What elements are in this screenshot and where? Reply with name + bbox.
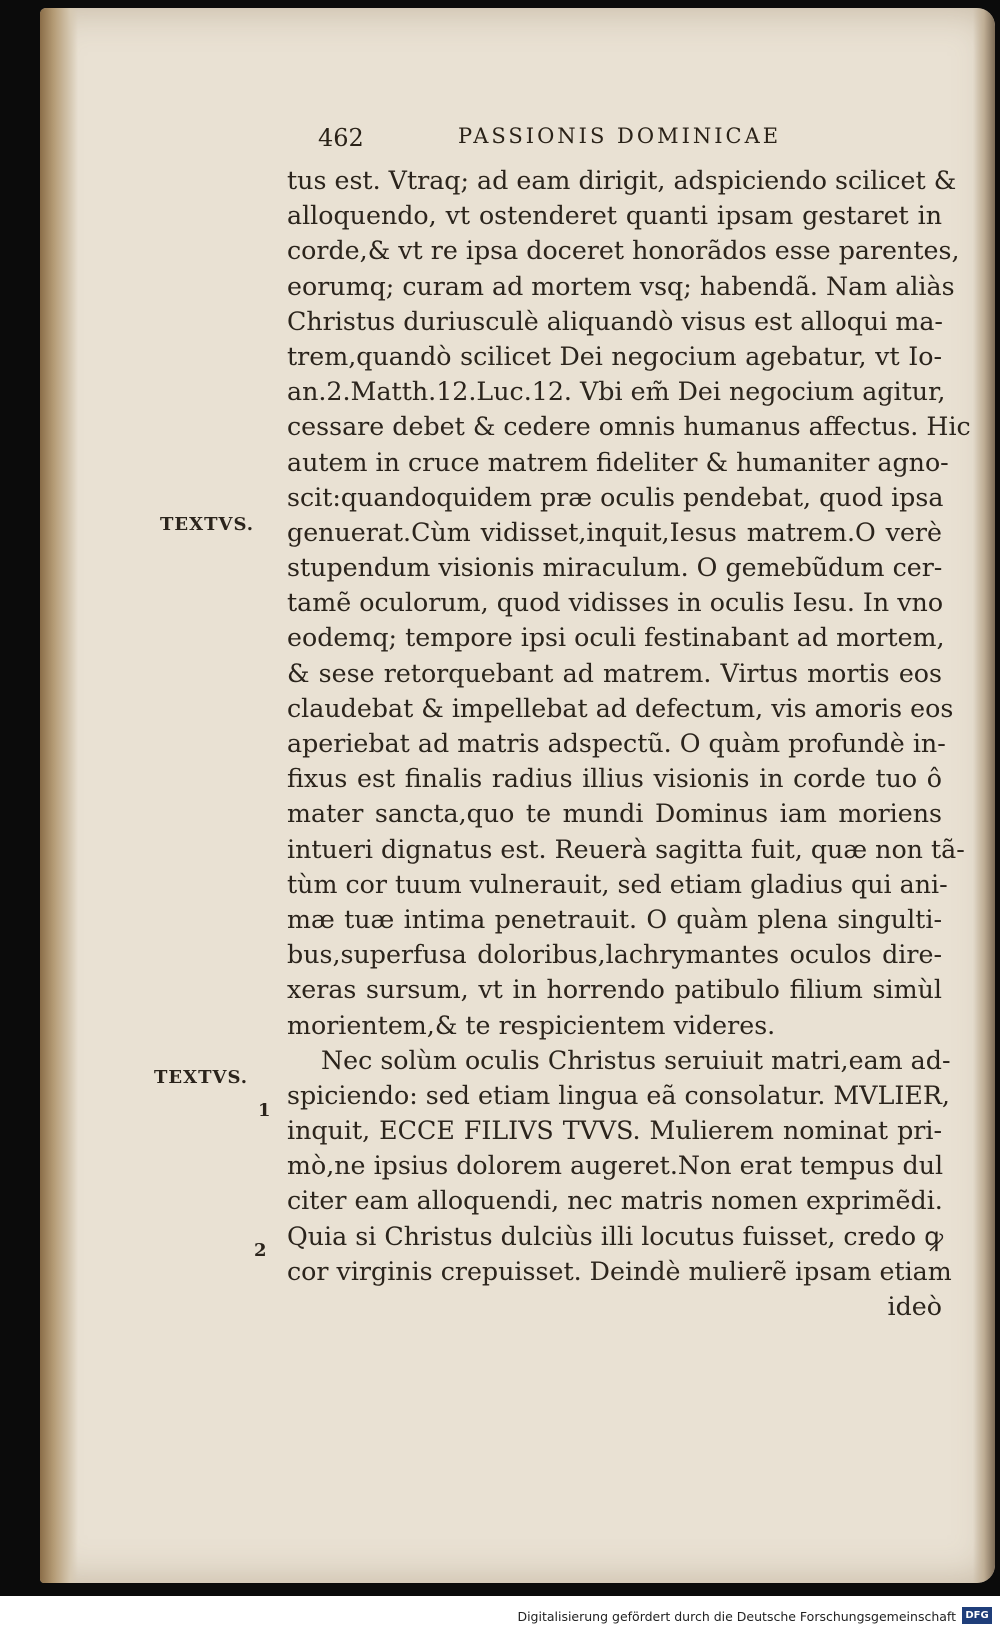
text-line: alloquendo, vt ostenderet quanti ipsam gestaret in <box>287 201 942 231</box>
page-number: 462 <box>318 124 364 152</box>
catchword: ideò <box>887 1292 942 1321</box>
text-line: claudebat & impellebat ad defectum, vis amoris eos <box>287 693 954 723</box>
text-line: intueri dignatus est. Reuerà sagitta fuit, quæ non tã- <box>287 834 965 864</box>
text-line: cessare debet & cedere omnis humanus affectus. Hic <box>287 412 971 442</box>
text-line: cor virginis crepuisset. Deindè mulierẽ ipsam etiam <box>287 1256 952 1286</box>
text-line: citer eam alloquendi, nec matris nomen exprimẽdi. <box>287 1186 943 1216</box>
text-line: mò,ne ipsius dolorem augeret.Non erat tempus dul <box>287 1151 944 1181</box>
text-line: morientem,& te respicientem videres. <box>287 1010 776 1040</box>
text-line: corde,& vt re ipsa doceret honorãdos esse parentes, <box>287 236 960 266</box>
text-line: tamẽ oculorum, quod vidisses in oculis Iesu. In vno <box>287 588 944 618</box>
text-line: trem,quandò scilicet Dei negocium agebatur, vt Io- <box>287 341 942 371</box>
text-line: tus est. Vtraq; ad eam dirigit, adspiciendo scilicet & <box>287 166 957 195</box>
margin-note-number: 1 <box>258 1100 272 1121</box>
dfg-logo: DFG <box>962 1607 992 1624</box>
text-line: Quia si Christus dulciùs illi locutus fuisset, credo ꝙ <box>287 1221 944 1251</box>
text-line: Nec solùm oculis Christus seruiuit matri,eam ad- <box>321 1045 951 1075</box>
text-line: eodemq; tempore ipsi oculi festinabant ad mortem, <box>287 623 945 653</box>
text-line: Christus duriusculè aliquandò visus est alloqui ma- <box>287 306 943 336</box>
text-line: aperiebat ad matris adspectũ. O quàm profundè in- <box>287 729 946 758</box>
text-line: & sese retorquebant ad matrem. Virtus mortis eos <box>287 658 942 688</box>
text-line: eorumq; curam ad mortem vsq; habendã. Nam aliàs <box>287 271 955 301</box>
margin-note-textus: TEXTVS. <box>160 514 255 535</box>
text-line: mæ tuæ intima penetrauit. O quàm plena singulti- <box>287 904 942 934</box>
funding-credit: Digitalisierung gefördert durch die Deutsche Forschungsgemeinschaft <box>517 1609 956 1624</box>
text-line: tùm cor tuum vulnerauit, sed etiam gladius qui ani- <box>287 869 948 899</box>
text-line: inquit, ECCE FILIVS TVVS. Mulierem nominat pri- <box>287 1116 942 1146</box>
text-line: xeras sursum, vt in horrendo patibulo filium simùl <box>287 975 942 1005</box>
text-line: scit:quandoquidem præ oculis pendebat, quod ipsa <box>287 482 944 512</box>
text-line: spiciendo: sed etiam lingua eã consolatur. MVLIER, <box>287 1080 950 1110</box>
text-line: stupendum visionis miraculum. O gemebũdum cer- <box>287 553 943 583</box>
text-line: autem in cruce matrem fideliter & humaniter agno- <box>287 447 949 477</box>
text-line: genuerat.Cùm vidisset,inquit,Iesus matrem.O verè <box>287 517 942 547</box>
running-title: PASSIONIS DOMINICAE <box>458 124 782 148</box>
body-text <box>287 163 971 1324</box>
text-line: bus,superfusa doloribus,lachrymantes oculos dire- <box>287 940 942 970</box>
text-line: mater sancta,quo te mundi Dominus iam moriens <box>287 799 942 829</box>
text-line: fixus est finalis radius illius visionis in corde tuo ô <box>287 764 942 794</box>
margin-note-number: 2 <box>254 1240 268 1261</box>
text-line: an.2.Matth.12.Luc.12. Vbi em̃ Dei negocium agitur, <box>287 377 946 407</box>
margin-note-textus: TEXTVS. <box>154 1067 249 1088</box>
